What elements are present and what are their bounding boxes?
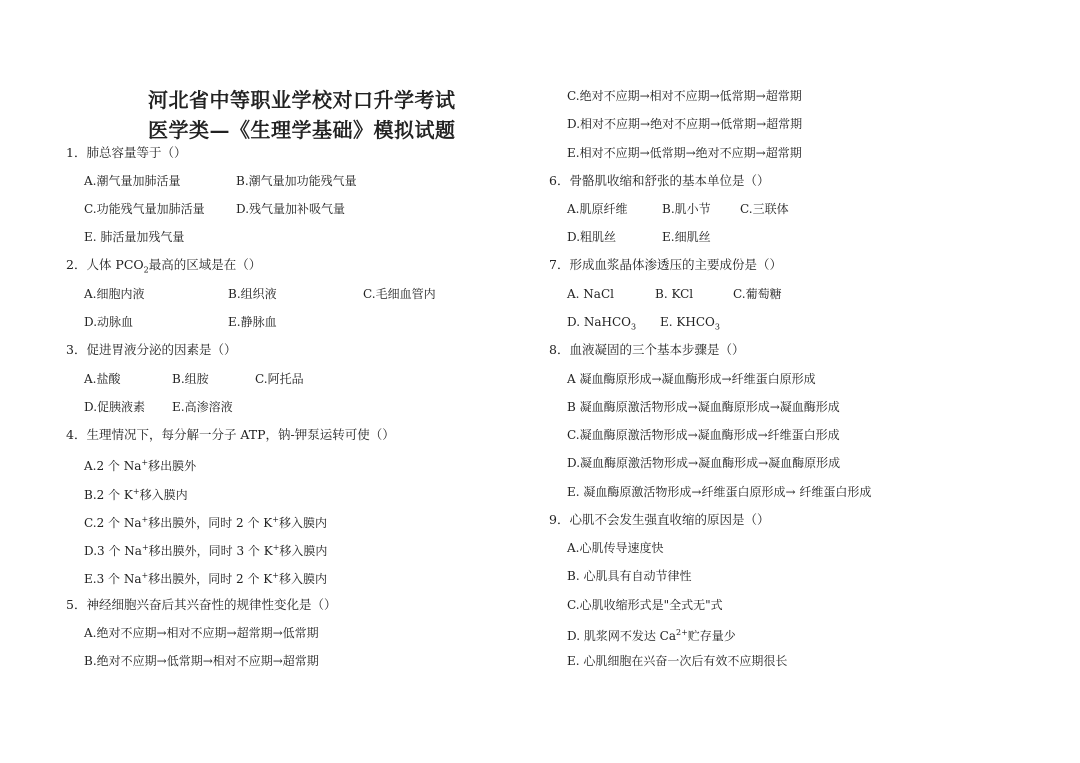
- question-4-option-c-superscript-2: +: [272, 515, 279, 524]
- question-5-option-c: C.绝对不应期→相对不应期→低常期→超常期: [567, 89, 802, 103]
- question-7-option-a: A. NaCl: [567, 287, 614, 301]
- question-4-stem: 4．生理情况下，每分解一分子 ATP，钠-钾泵运转可使（）: [66, 427, 395, 442]
- question-4-option-e-post: 移入膜内: [278, 572, 327, 586]
- question-2-option-c: C.毛细血管内: [363, 287, 436, 301]
- question-4-option-c-pre: C.2 个 Na: [84, 516, 142, 530]
- question-7-stem: 7．形成血浆晶体渗透压的主要成份是（）: [549, 257, 782, 272]
- question-9-option-d-pre: D. 肌浆网不发达 Ca: [567, 629, 676, 643]
- question-2-option-a: A.细胞内液: [84, 287, 145, 301]
- question-3-stem: 3．促进胃液分泌的因素是（）: [66, 342, 237, 357]
- question-9-option-b: B. 心肌具有自动节律性: [567, 569, 692, 583]
- question-4-option-d-superscript-1: +: [141, 543, 149, 552]
- question-4-option-e-mid: 移出膜外，同时 2 个 K: [148, 572, 273, 586]
- question-4-option-e: [84, 568, 327, 587]
- question-4-option-d-superscript-2: +: [272, 543, 280, 552]
- question-4-option-a-superscript: +: [141, 458, 149, 467]
- question-1-option-d: D.残气量加补吸气量: [236, 202, 346, 216]
- question-4-option-e-pre: E.3 个 Na: [84, 572, 142, 586]
- question-1-option-a: A.潮气量加肺活量: [84, 174, 181, 188]
- question-6-option-e: E.细肌丝: [662, 230, 711, 244]
- question-7-option-c: C.葡萄糖: [733, 287, 782, 301]
- question-2-stem: [66, 257, 261, 279]
- question-6-stem: 6．骨骼肌收缩和舒张的基本单位是（）: [549, 173, 770, 188]
- question-5-stem: 5．神经细胞兴奋后其兴奋性的规律性变化是（）: [66, 597, 337, 612]
- question-6-option-c: C.三联体: [740, 202, 789, 216]
- question-2-option-e: E.静脉血: [228, 315, 277, 329]
- question-2-stem-subscript: 2: [143, 265, 149, 275]
- question-2-stem-pre: 2．人体 PCO: [66, 257, 144, 272]
- question-3-option-a: A.盐酸: [84, 372, 121, 386]
- question-4-option-a: [84, 455, 196, 474]
- question-7-option-e-subscript: 3: [714, 322, 720, 332]
- question-8-option-c: C.凝血酶原激活物形成→凝血酶形成→纤维蛋白形成: [567, 428, 840, 442]
- question-8-option-b: B 凝血酶原激活物形成→凝血酶原形成→凝血酶形成: [567, 400, 840, 414]
- question-4-option-b-superscript: +: [132, 487, 140, 496]
- question-2-option-d: D.动脉血: [84, 315, 134, 329]
- question-3-option-d: D.促胰液素: [84, 400, 146, 414]
- question-9-option-a: A.心肌传导速度快: [567, 541, 664, 555]
- question-9-option-e: E. 心肌细胞在兴奋一次后有效不应期很长: [567, 654, 788, 668]
- question-4-option-b: [84, 484, 188, 503]
- question-4-option-d: [84, 540, 327, 559]
- question-4-option-e-superscript-2: +: [272, 571, 279, 580]
- question-2-option-b: B.组织液: [228, 287, 277, 301]
- question-3-option-e: E.高渗溶液: [172, 400, 233, 414]
- question-7-option-e: [660, 314, 720, 335]
- question-8-option-e: E. 凝血酶原激活物形成→纤维蛋白原形成→ 纤维蛋白形成: [567, 485, 872, 499]
- question-4-option-b-post: 移入膜内: [139, 488, 188, 502]
- question-4-option-d-pre: D.3 个 Na: [84, 544, 142, 558]
- question-9-stem: 9．心肌不会发生强直收缩的原因是（）: [549, 512, 770, 527]
- question-4-option-a-pre: A.2 个 Na: [84, 459, 142, 473]
- question-9-option-d-post: 贮存量少: [687, 629, 736, 643]
- exam-title-line-1: 河北省中等职业学校对口升学考试: [148, 88, 456, 112]
- question-7-option-d-subscript: 3: [630, 322, 637, 332]
- question-2-stem-post: 最高的区域是在（）: [148, 257, 262, 272]
- question-1-option-b: B.潮气量加功能残气量: [236, 174, 357, 188]
- question-7-option-e-pre: E. KHCO: [660, 315, 715, 329]
- question-1-option-c: C.功能残气量加肺活量: [84, 202, 205, 216]
- question-5-option-b: B.绝对不应期→低常期→相对不应期→超常期: [84, 654, 319, 668]
- question-3-option-b: B.组胺: [172, 372, 209, 386]
- question-5-option-e: E.相对不应期→低常期→绝对不应期→超常期: [567, 146, 802, 160]
- question-9-option-d-superscript: 2+: [675, 628, 688, 637]
- question-1-stem: 1．肺总容量等于（）: [66, 145, 187, 160]
- question-4-option-d-post: 移入膜内: [279, 544, 328, 558]
- question-5-option-d: D.相对不应期→绝对不应期→低常期→超常期: [567, 117, 803, 131]
- question-6-option-a: A.肌原纤维: [567, 202, 628, 216]
- question-4-option-c-superscript-1: +: [141, 515, 149, 524]
- question-8-stem: 8．血液凝固的三个基本步骤是（）: [549, 342, 745, 357]
- question-8-option-d: D.凝血酶原激活物形成→凝血酶形成→凝血酶原形成: [567, 456, 841, 470]
- question-4-option-a-post: 移出膜外: [148, 459, 197, 473]
- question-4-option-d-mid: 移出膜外，同时 3 个 K: [148, 544, 273, 558]
- question-4-option-b-pre: B.2 个 K: [84, 488, 133, 502]
- exam-title-line-2: 医学类—《生理学基础》模拟试题: [148, 118, 456, 142]
- question-9-option-c: C.心肌收缩形式是"全式无"式: [567, 598, 723, 612]
- question-1-option-e: E. 肺活量加残气量: [84, 230, 185, 244]
- question-4-option-c-post: 移入膜内: [278, 516, 327, 530]
- question-4-option-e-superscript-1: +: [141, 571, 149, 580]
- question-9-option-d: [567, 625, 736, 644]
- question-4-option-c: [84, 512, 327, 531]
- question-6-option-d: D.粗肌丝: [567, 230, 617, 244]
- question-7-option-d: [567, 314, 636, 335]
- question-5-option-a: A.绝对不应期→相对不应期→超常期→低常期: [84, 626, 319, 640]
- question-7-option-d-pre: D. NaHCO: [567, 315, 631, 329]
- question-4-option-c-mid: 移出膜外，同时 2 个 K: [148, 516, 273, 530]
- question-8-option-a: A 凝血酶原形成→凝血酶形成→纤维蛋白原形成: [567, 372, 816, 386]
- question-7-option-b: B. KCl: [655, 287, 694, 301]
- question-6-option-b: B.肌小节: [662, 202, 711, 216]
- question-3-option-c: C.阿托品: [255, 372, 304, 386]
